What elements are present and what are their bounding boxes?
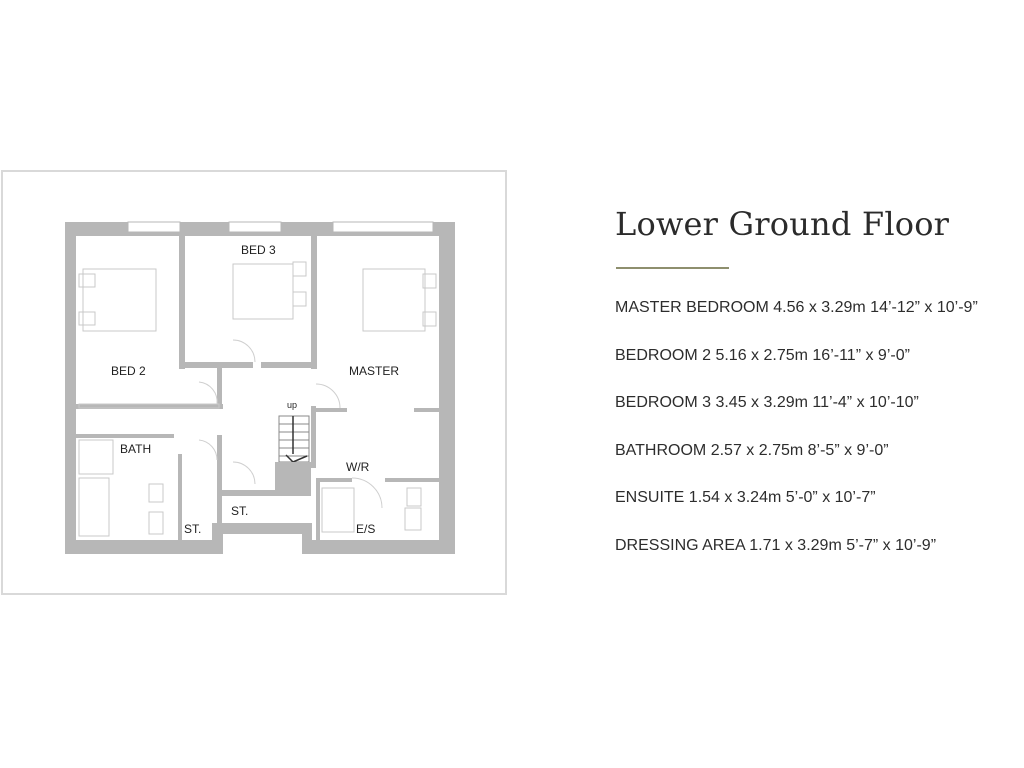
- room-dimension-list: [615, 296, 978, 581]
- room-label-bath: BATH: [120, 442, 152, 456]
- room-label-storage-left: ST.: [184, 522, 202, 536]
- windows: [128, 222, 433, 232]
- room-label-master: MASTER: [349, 364, 400, 378]
- room-dimension-ensuite: ENSUITE 1.54 x 3.24m 5’-0” x 10’-7”: [615, 489, 876, 506]
- room-dimension-bedroom-2: BEDROOM 2 5.16 x 2.75m 16’-11” x 9’-0”: [615, 346, 910, 364]
- room-dimension-master-bedroom: MASTER BEDROOM 4.56 x 3.29m 14’-12” x 10’-9”: [615, 299, 978, 316]
- staircase: [279, 416, 309, 462]
- room-label-bed2: BED 2: [111, 364, 146, 378]
- room-label-wr: W/R: [346, 460, 370, 474]
- floor-title: Lower Ground Floor: [615, 205, 950, 243]
- interior-walls: [76, 232, 439, 540]
- room-dimension-dressing-area: DRESSING AREA 1.71 x 3.29m 5’-7” x 10’-9”: [615, 536, 937, 554]
- floor-plan-diagram: [3, 172, 505, 593]
- stairs-up-label: up: [287, 400, 298, 410]
- room-dimension-bathroom: BATHROOM 2.57 x 2.75m 8’-5” x 9’-0”: [615, 441, 889, 459]
- room-label-storage-middle: ST.: [231, 504, 249, 518]
- title-divider: [616, 267, 729, 269]
- exterior-walls: [65, 222, 455, 554]
- stair-landing: [275, 462, 311, 490]
- floor-plan-frame: [1, 170, 507, 595]
- room-dimension-bedroom-3: BEDROOM 3 3.45 x 3.29m 11’-4” x 10’-10”: [615, 394, 919, 411]
- room-label-es: E/S: [356, 522, 376, 536]
- room-label-bed3: BED 3: [241, 243, 276, 257]
